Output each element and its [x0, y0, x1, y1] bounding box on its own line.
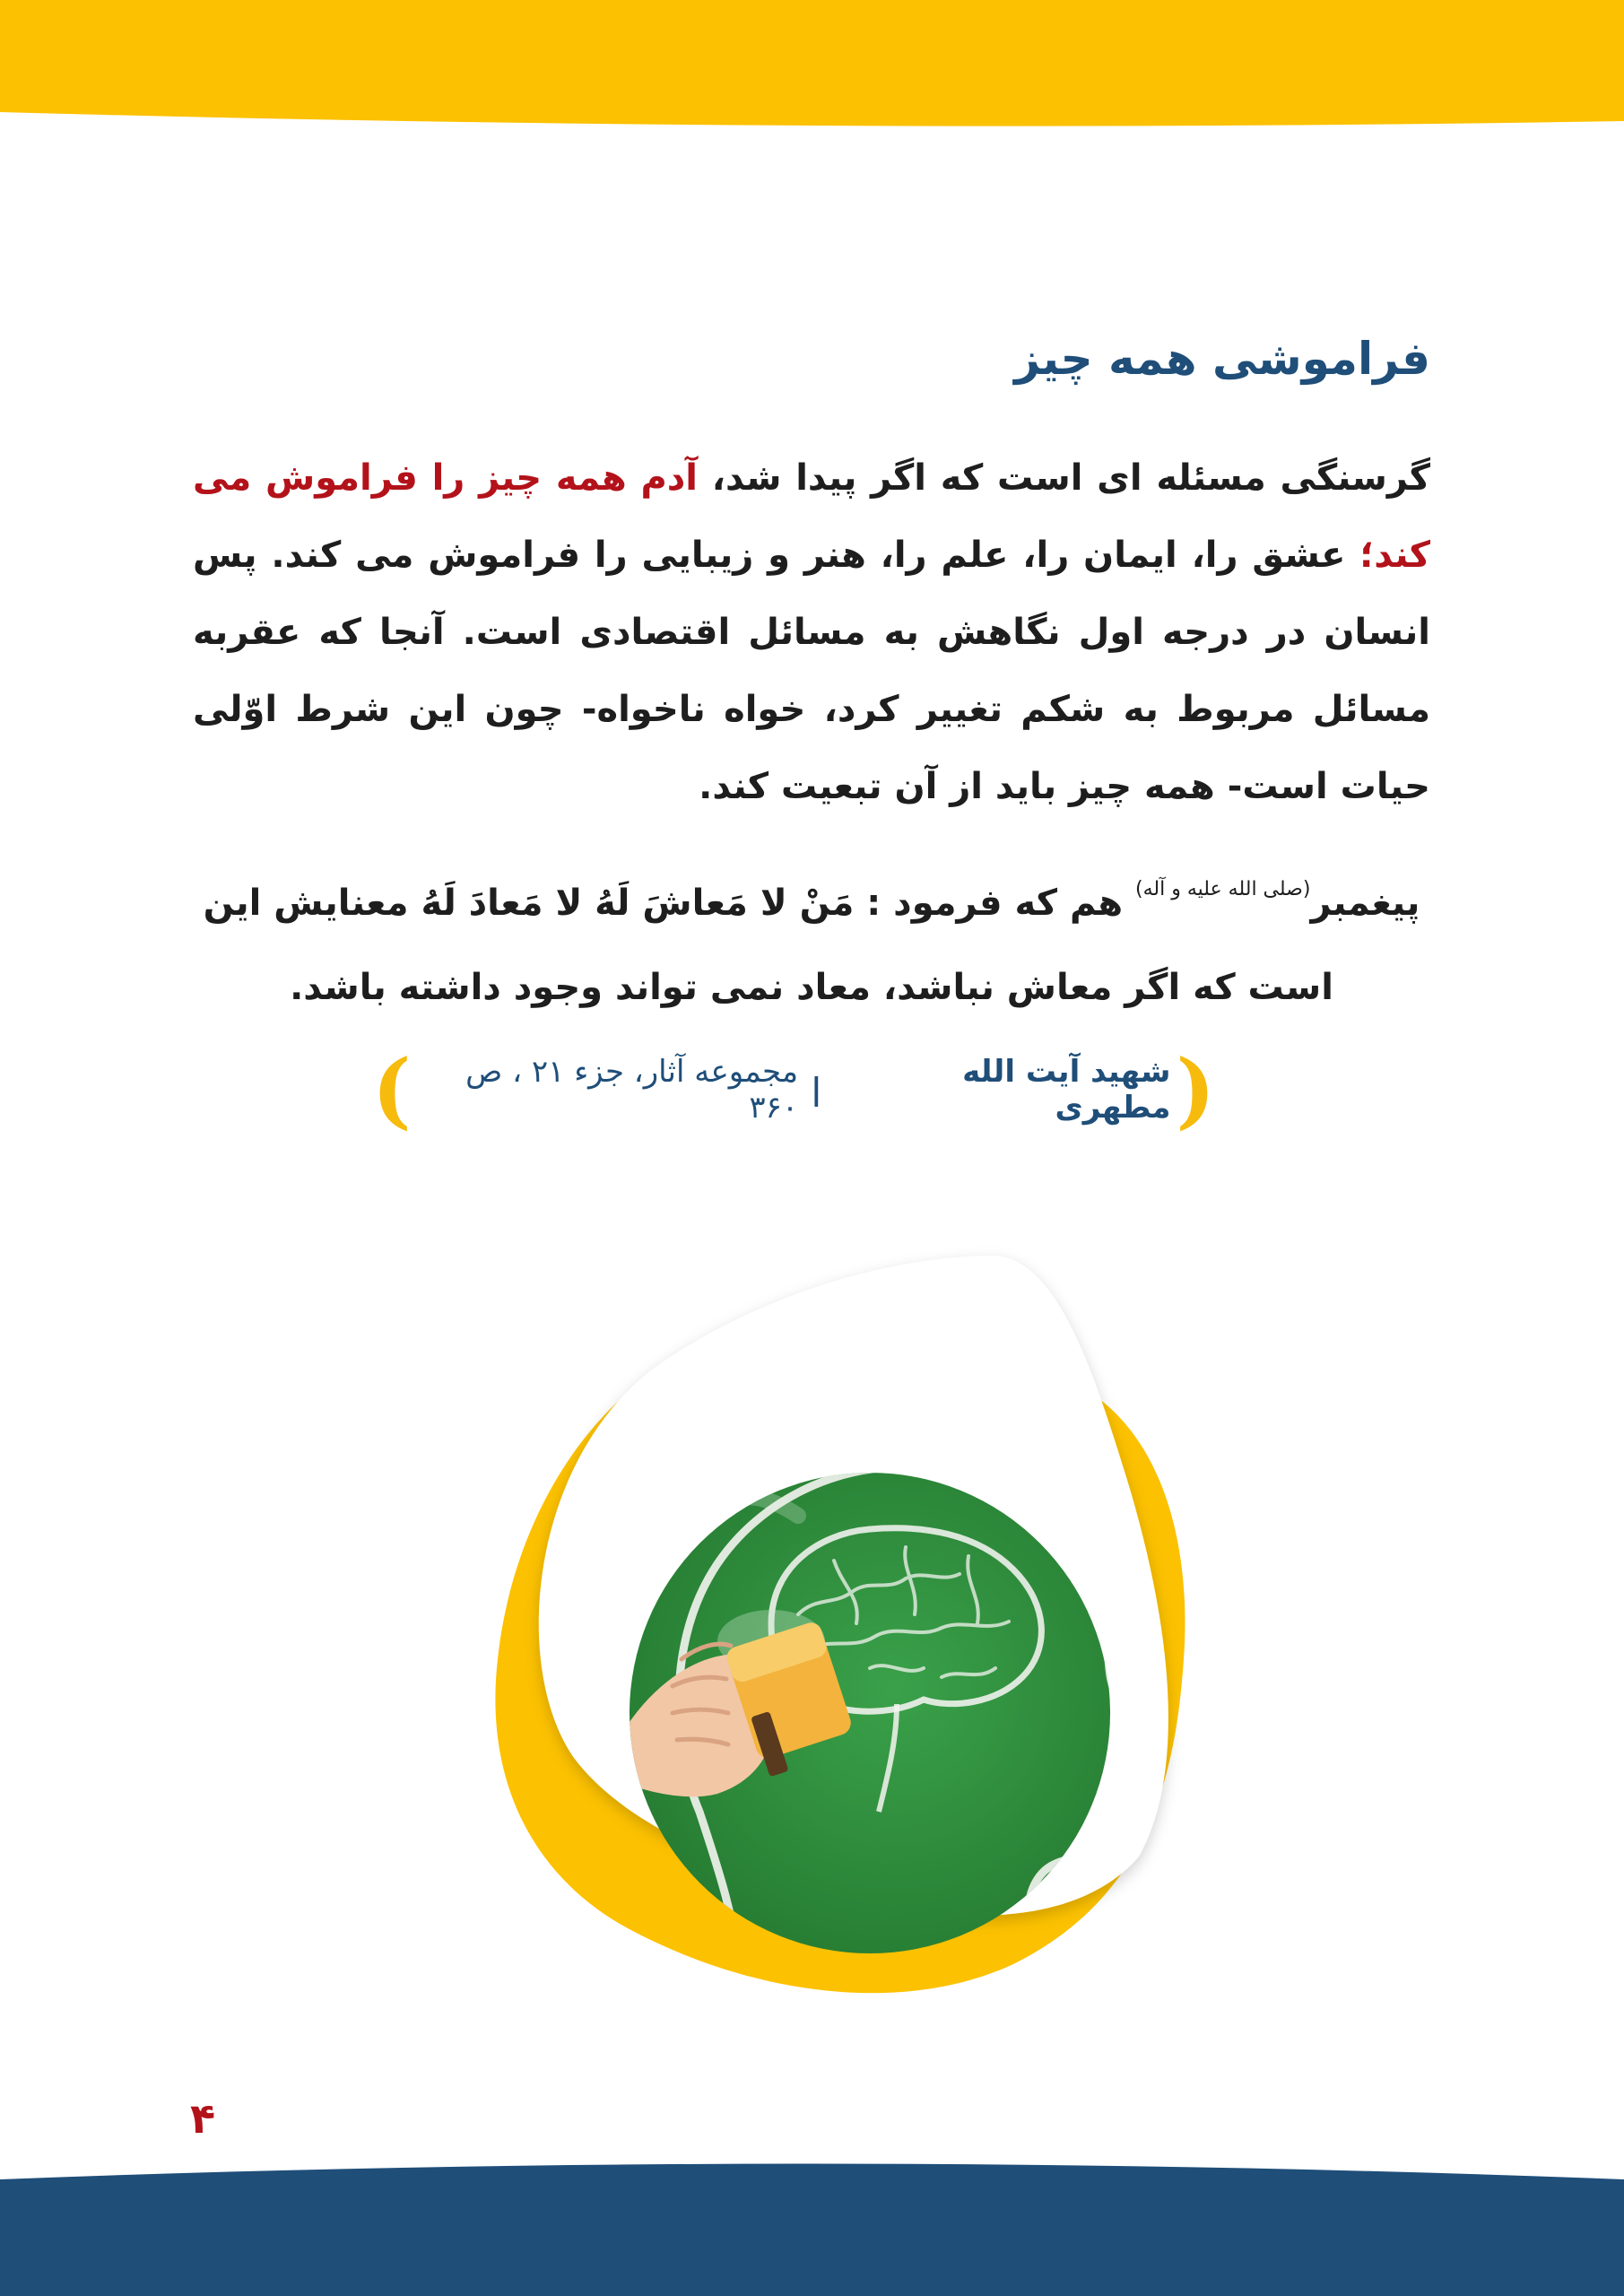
- hadith-prophet: پیغمبر: [1310, 883, 1420, 924]
- hadith-intro: هم که فرمود :: [854, 883, 1136, 924]
- source-author: شهید آیت الله مطهری: [962, 1054, 1171, 1126]
- top-yellow-band: [0, 0, 1624, 144]
- hadith-explanation: معنایش این است که اگر معاش نباشد، معاد نمی تواند وجود داشته باشد.: [203, 883, 1333, 1008]
- source-citation: [372, 1041, 1215, 1138]
- source-open-bracket: (: [1176, 1041, 1215, 1138]
- hadith-paragraph: [202, 861, 1421, 1030]
- hadith-arabic-text: مَنْ لا مَعاشَ لَهُ لا مَعادَ لَهُ: [421, 883, 855, 924]
- paragraph-highlight: آدم همه چیز را فراموش می کند: [193, 457, 1430, 576]
- illustration: [475, 1238, 1193, 2009]
- source-reference: مجموعه آثار، جزء ۲۱ ، ص ۳۶۰: [465, 1054, 799, 1126]
- paragraph-text-1: گرسنگی مسئله ای است که اگر پیدا شد،: [698, 457, 1431, 499]
- hadith-salutation: (صلی الله علیه و آله): [1135, 878, 1311, 900]
- paragraph-text-2: عشق را، ایمان را، علم را، هنر و زیبایی را فراموش می کند. پس انسان در درجه اول نگاهش به مسائل اقتصادی است. آنجا که عقربه مسائل مربوط به شکم تغییر کرد، خواه ناخواه- چون این شرط اوّلی حیات است- همه چیز باید از آن تبعیت کند.: [193, 535, 1430, 807]
- source-close-bracket: ): [372, 1041, 412, 1138]
- source-separator: |: [811, 1072, 822, 1108]
- bottom-navy-band: [0, 2152, 1624, 2296]
- main-paragraph: [193, 439, 1430, 825]
- page-number: ۴: [190, 2094, 216, 2143]
- paragraph-semicolon: ؛: [1359, 535, 1375, 576]
- page-title: فراموشی همه چیز: [1014, 333, 1430, 385]
